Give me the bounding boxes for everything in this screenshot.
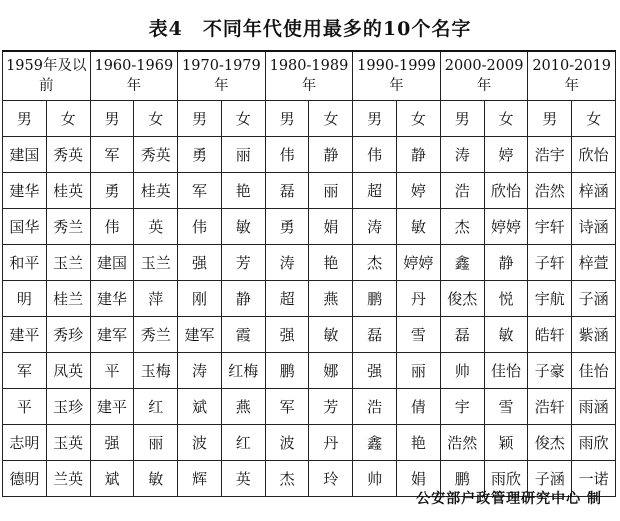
female-header: 女 xyxy=(46,101,90,137)
female-name-cell: 霞 xyxy=(221,317,265,353)
female-name-cell: 芳 xyxy=(221,245,265,281)
male-name-cell: 强 xyxy=(90,425,134,461)
female-name-cell: 秀珍 xyxy=(46,317,90,353)
male-header: 男 xyxy=(90,101,134,137)
female-name-cell: 英 xyxy=(134,209,178,245)
female-name-cell: 欣怡 xyxy=(484,173,528,209)
male-name-cell: 涛 xyxy=(353,209,397,245)
male-name-cell: 德明 xyxy=(3,461,47,497)
male-name-cell: 杰 xyxy=(353,245,397,281)
female-name-cell: 敏 xyxy=(221,209,265,245)
female-name-cell: 丽 xyxy=(221,137,265,173)
female-name-cell: 婷 xyxy=(484,137,528,173)
female-name-cell: 玉英 xyxy=(46,425,90,461)
male-name-cell: 磊 xyxy=(353,317,397,353)
male-name-cell: 浩然 xyxy=(440,425,484,461)
male-name-cell: 建平 xyxy=(90,389,134,425)
male-name-cell: 军 xyxy=(178,173,222,209)
male-name-cell: 勇 xyxy=(90,173,134,209)
male-name-cell: 浩然 xyxy=(528,173,572,209)
male-name-cell: 鑫 xyxy=(353,425,397,461)
male-name-cell: 皓轩 xyxy=(528,317,572,353)
male-header: 男 xyxy=(353,101,397,137)
male-name-cell: 子涵 xyxy=(528,461,572,497)
male-name-cell: 超 xyxy=(265,281,309,317)
male-name-cell: 志明 xyxy=(3,425,47,461)
table-row xyxy=(3,317,616,353)
female-name-cell: 娟 xyxy=(309,209,353,245)
male-name-cell: 磊 xyxy=(440,317,484,353)
male-name-cell: 浩 xyxy=(353,389,397,425)
male-name-cell: 鑫 xyxy=(440,245,484,281)
male-name-cell: 超 xyxy=(353,173,397,209)
male-name-cell: 浩 xyxy=(440,173,484,209)
female-name-cell: 敏 xyxy=(397,209,441,245)
male-name-cell: 伟 xyxy=(265,137,309,173)
male-name-cell: 子豪 xyxy=(528,353,572,389)
male-name-cell: 杰 xyxy=(440,209,484,245)
male-name-cell: 浩宇 xyxy=(528,137,572,173)
female-name-cell: 玉兰 xyxy=(46,245,90,281)
female-name-cell: 艳 xyxy=(397,425,441,461)
decade-header: 2000-2009年 xyxy=(440,51,528,101)
female-name-cell: 欣怡 xyxy=(572,137,616,173)
female-name-cell: 玉兰 xyxy=(134,245,178,281)
decade-header: 1960-1969年 xyxy=(90,51,178,101)
male-name-cell: 斌 xyxy=(178,389,222,425)
female-name-cell: 婷 xyxy=(397,173,441,209)
female-name-cell: 婷婷 xyxy=(397,245,441,281)
female-header: 女 xyxy=(572,101,616,137)
female-name-cell: 子涵 xyxy=(572,281,616,317)
male-name-cell: 伟 xyxy=(178,209,222,245)
male-header: 男 xyxy=(440,101,484,137)
male-name-cell: 帅 xyxy=(353,461,397,497)
male-header: 男 xyxy=(3,101,47,137)
female-name-cell: 桂英 xyxy=(134,173,178,209)
female-name-cell: 丽 xyxy=(397,353,441,389)
female-name-cell: 玉珍 xyxy=(46,389,90,425)
male-name-cell: 强 xyxy=(265,317,309,353)
female-name-cell: 萍 xyxy=(134,281,178,317)
male-name-cell: 鹏 xyxy=(265,353,309,389)
female-name-cell: 敏 xyxy=(484,317,528,353)
female-name-cell: 倩 xyxy=(397,389,441,425)
male-name-cell: 波 xyxy=(178,425,222,461)
male-name-cell: 建平 xyxy=(3,317,47,353)
female-name-cell: 燕 xyxy=(309,281,353,317)
table-row xyxy=(3,389,616,425)
male-name-cell: 伟 xyxy=(90,209,134,245)
male-name-cell: 杰 xyxy=(265,461,309,497)
female-name-cell: 雨涵 xyxy=(572,389,616,425)
female-name-cell: 玲 xyxy=(309,461,353,497)
female-name-cell: 红梅 xyxy=(221,353,265,389)
male-name-cell: 建华 xyxy=(90,281,134,317)
names-body xyxy=(3,137,616,497)
male-name-cell: 浩轩 xyxy=(528,389,572,425)
male-name-cell: 军 xyxy=(90,137,134,173)
male-name-cell: 军 xyxy=(3,353,47,389)
male-name-cell: 强 xyxy=(178,245,222,281)
male-name-cell: 宇航 xyxy=(528,281,572,317)
male-name-cell: 国华 xyxy=(3,209,47,245)
female-name-cell: 丽 xyxy=(134,425,178,461)
male-name-cell: 强 xyxy=(353,353,397,389)
decade-header-row xyxy=(3,51,616,101)
female-name-cell: 艳 xyxy=(309,245,353,281)
decade-header: 1980-1989年 xyxy=(265,51,353,101)
female-name-cell: 丹 xyxy=(397,281,441,317)
table-row xyxy=(3,245,616,281)
female-name-cell: 静 xyxy=(309,137,353,173)
female-name-cell: 桂英 xyxy=(46,173,90,209)
male-name-cell: 俊杰 xyxy=(528,425,572,461)
male-header: 男 xyxy=(528,101,572,137)
male-name-cell: 明 xyxy=(3,281,47,317)
male-name-cell: 建军 xyxy=(90,317,134,353)
male-name-cell: 宇 xyxy=(440,389,484,425)
male-name-cell: 建军 xyxy=(178,317,222,353)
female-name-cell: 静 xyxy=(397,137,441,173)
female-name-cell: 英 xyxy=(221,461,265,497)
female-name-cell: 雪 xyxy=(484,389,528,425)
male-name-cell: 建国 xyxy=(90,245,134,281)
male-name-cell: 建华 xyxy=(3,173,47,209)
female-header: 女 xyxy=(134,101,178,137)
female-header: 女 xyxy=(309,101,353,137)
decade-header: 1959年及以前 xyxy=(3,51,91,101)
female-name-cell: 秀兰 xyxy=(134,317,178,353)
male-name-cell: 帅 xyxy=(440,353,484,389)
table-row xyxy=(3,173,616,209)
female-name-cell: 桂兰 xyxy=(46,281,90,317)
male-name-cell: 军 xyxy=(265,389,309,425)
female-name-cell: 娟 xyxy=(397,461,441,497)
female-name-cell: 静 xyxy=(484,245,528,281)
female-name-cell: 梓涵 xyxy=(572,173,616,209)
male-name-cell: 涛 xyxy=(178,353,222,389)
female-name-cell: 一诺 xyxy=(572,461,616,497)
female-name-cell: 丹 xyxy=(309,425,353,461)
decade-header: 1970-1979年 xyxy=(178,51,266,101)
female-header: 女 xyxy=(484,101,528,137)
male-name-cell: 建国 xyxy=(3,137,47,173)
names-table xyxy=(2,50,616,497)
male-name-cell: 子轩 xyxy=(528,245,572,281)
female-name-cell: 娜 xyxy=(309,353,353,389)
female-name-cell: 芳 xyxy=(309,389,353,425)
table-row xyxy=(3,353,616,389)
female-name-cell: 凤英 xyxy=(46,353,90,389)
male-name-cell: 刚 xyxy=(178,281,222,317)
female-name-cell: 婷婷 xyxy=(484,209,528,245)
female-name-cell: 颖 xyxy=(484,425,528,461)
male-header: 男 xyxy=(265,101,309,137)
gender-header-row xyxy=(3,101,616,137)
female-name-cell: 丽 xyxy=(309,173,353,209)
female-name-cell: 佳怡 xyxy=(484,353,528,389)
female-name-cell: 燕 xyxy=(221,389,265,425)
decade-header: 1990-1999年 xyxy=(353,51,441,101)
table-row xyxy=(3,281,616,317)
decade-header: 2010-2019年 xyxy=(528,51,616,101)
female-name-cell: 秀英 xyxy=(134,137,178,173)
male-name-cell: 平 xyxy=(90,353,134,389)
female-name-cell: 诗涵 xyxy=(572,209,616,245)
female-name-cell: 梓萱 xyxy=(572,245,616,281)
table-title: 表4 不同年代使用最多的10个名字 xyxy=(148,18,472,40)
female-name-cell: 兰英 xyxy=(46,461,90,497)
male-name-cell: 鹏 xyxy=(353,281,397,317)
male-name-cell: 涛 xyxy=(440,137,484,173)
male-name-cell: 平 xyxy=(3,389,47,425)
male-name-cell: 涛 xyxy=(265,245,309,281)
female-name-cell: 秀英 xyxy=(46,137,90,173)
male-name-cell: 勇 xyxy=(265,209,309,245)
female-name-cell: 雪 xyxy=(397,317,441,353)
female-header: 女 xyxy=(397,101,441,137)
table-row xyxy=(3,137,616,173)
female-name-cell: 红 xyxy=(134,389,178,425)
female-name-cell: 红 xyxy=(221,425,265,461)
table-row xyxy=(3,209,616,245)
female-name-cell: 紫涵 xyxy=(572,317,616,353)
table-row xyxy=(3,425,616,461)
male-name-cell: 勇 xyxy=(178,137,222,173)
female-name-cell: 佳怡 xyxy=(572,353,616,389)
male-name-cell: 伟 xyxy=(353,137,397,173)
male-name-cell: 辉 xyxy=(178,461,222,497)
male-name-cell: 俊杰 xyxy=(440,281,484,317)
female-header: 女 xyxy=(221,101,265,137)
female-name-cell: 静 xyxy=(221,281,265,317)
male-name-cell: 和平 xyxy=(3,245,47,281)
male-name-cell: 鹏 xyxy=(440,461,484,497)
female-name-cell: 敏 xyxy=(309,317,353,353)
male-header: 男 xyxy=(178,101,222,137)
male-name-cell: 宇轩 xyxy=(528,209,572,245)
female-name-cell: 敏 xyxy=(134,461,178,497)
male-name-cell: 波 xyxy=(265,425,309,461)
male-name-cell: 斌 xyxy=(90,461,134,497)
female-name-cell: 玉梅 xyxy=(134,353,178,389)
source-credit: 公安部户政管理研究中心 制 xyxy=(416,491,602,507)
female-name-cell: 雨欣 xyxy=(484,461,528,497)
female-name-cell: 秀兰 xyxy=(46,209,90,245)
female-name-cell: 悦 xyxy=(484,281,528,317)
female-name-cell: 雨欣 xyxy=(572,425,616,461)
male-name-cell: 磊 xyxy=(265,173,309,209)
female-name-cell: 艳 xyxy=(221,173,265,209)
